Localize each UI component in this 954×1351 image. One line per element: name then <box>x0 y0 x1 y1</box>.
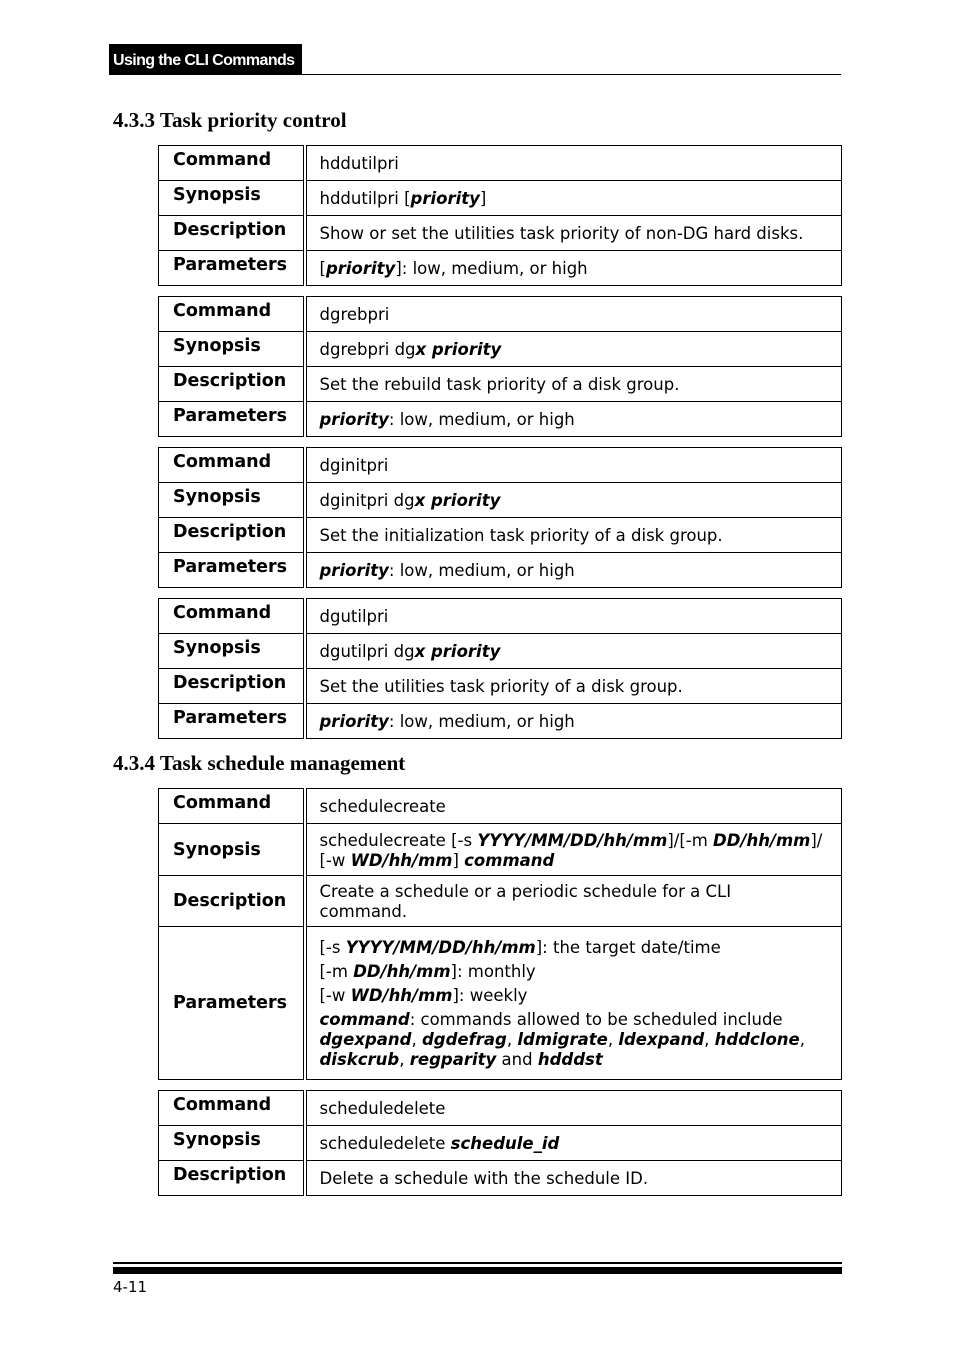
parameters-value: [priority]: low, medium, or high <box>305 251 842 286</box>
param-line-s: [-s YYYY/MM/DD/hh/mm]: the target date/time <box>319 937 721 957</box>
footer-rule-thin <box>113 1262 842 1264</box>
footer-rule-thick <box>113 1267 842 1274</box>
description-value: Set the initialization task priority of a disk group. <box>305 518 842 553</box>
command-label: Command <box>159 146 305 181</box>
synopsis-value: hddutilpri [priority] <box>305 181 842 216</box>
command-value: dgutilpri <box>305 599 842 634</box>
table-row <box>159 297 842 332</box>
command-label: Command <box>159 789 305 824</box>
description-label: Description <box>159 1161 305 1196</box>
command-label: Command <box>159 297 305 332</box>
description-value: Set the rebuild task priority of a disk group. <box>305 367 842 402</box>
parameters-label: Parameters <box>159 251 305 286</box>
table-row <box>159 181 842 216</box>
description-label: Description <box>159 669 305 704</box>
synopsis-label: Synopsis <box>159 483 305 518</box>
section-title-task-schedule: 4.3.4 Task schedule management <box>113 751 406 775</box>
param-line-command: command: commands allowed to be scheduled include dgexpand, dgdefrag, ldmigrate, ldexpand, hddclone, diskcrub, regparity and hdddst <box>319 1009 805 1069</box>
synopsis-value: schedulecreate [-s YYYY/MM/DD/hh/mm]/[-m DD/hh/mm]/ [-w WD/hh/mm] command <box>305 824 842 876</box>
param-line-w: [-w WD/hh/mm]: weekly <box>319 985 528 1005</box>
table-row <box>159 1126 842 1161</box>
parameters-value <box>305 927 842 1080</box>
table-row <box>159 927 842 1080</box>
synopsis-label: Synopsis <box>159 1126 305 1161</box>
description-value: Create a schedule or a periodic schedule for a CLI command. <box>305 876 842 927</box>
description-label: Description <box>159 367 305 402</box>
section-title-task-priority: 4.3.3 Task priority control <box>113 108 347 132</box>
synopsis-value: dgrebpri dgx priority <box>305 332 842 367</box>
table-row <box>159 876 842 927</box>
table-row <box>159 367 842 402</box>
description-label: Description <box>159 876 305 927</box>
table-row <box>159 1161 842 1196</box>
parameters-value: priority: low, medium, or high <box>305 402 842 437</box>
parameters-label: Parameters <box>159 402 305 437</box>
description-label: Description <box>159 518 305 553</box>
synopsis-value: scheduledelete schedule_id <box>305 1126 842 1161</box>
header-tab: Using the CLI Commands <box>109 44 302 75</box>
synopsis-value: dgutilpri dgx priority <box>305 634 842 669</box>
table-row <box>159 1091 842 1126</box>
command-label: Command <box>159 448 305 483</box>
command-table-dgutilpri <box>158 598 842 739</box>
command-value: dginitpri <box>305 448 842 483</box>
command-table-dgrebpri <box>158 296 842 437</box>
description-label: Description <box>159 216 305 251</box>
synopsis-label: Synopsis <box>159 181 305 216</box>
description-value: Show or set the utilities task priority of non-DG hard disks. <box>305 216 842 251</box>
table-row <box>159 332 842 367</box>
table-row <box>159 669 842 704</box>
synopsis-label: Synopsis <box>159 824 305 876</box>
synopsis-label: Synopsis <box>159 332 305 367</box>
command-table-scheduledelete <box>158 1090 842 1196</box>
synopsis-label: Synopsis <box>159 634 305 669</box>
command-label: Command <box>159 1091 305 1126</box>
table-row <box>159 599 842 634</box>
command-label: Command <box>159 599 305 634</box>
command-value: hddutilpri <box>305 146 842 181</box>
header-rule <box>109 74 841 75</box>
table-row <box>159 789 842 824</box>
synopsis-value: dginitpri dgx priority <box>305 483 842 518</box>
command-table-schedulecreate <box>158 788 842 1080</box>
table-row <box>159 216 842 251</box>
parameters-label: Parameters <box>159 704 305 739</box>
parameters-value: priority: low, medium, or high <box>305 553 842 588</box>
table-row <box>159 146 842 181</box>
parameters-label: Parameters <box>159 553 305 588</box>
command-table-dginitpri <box>158 447 842 588</box>
table-row <box>159 824 842 876</box>
table-row <box>159 553 842 588</box>
command-value: schedulecreate <box>305 789 842 824</box>
command-table-hddutilpri <box>158 145 842 286</box>
command-value: dgrebpri <box>305 297 842 332</box>
table-row <box>159 518 842 553</box>
table-row <box>159 634 842 669</box>
parameters-label: Parameters <box>159 927 305 1080</box>
param-line-m: [-m DD/hh/mm]: monthly <box>319 961 536 981</box>
description-value: Delete a schedule with the schedule ID. <box>305 1161 842 1196</box>
parameters-value: priority: low, medium, or high <box>305 704 842 739</box>
table-row <box>159 448 842 483</box>
table-row <box>159 483 842 518</box>
command-value: scheduledelete <box>305 1091 842 1126</box>
table-row <box>159 251 842 286</box>
description-value: Set the utilities task priority of a disk group. <box>305 669 842 704</box>
table-row <box>159 402 842 437</box>
table-row <box>159 704 842 739</box>
page-number: 4-11 <box>113 1278 148 1296</box>
